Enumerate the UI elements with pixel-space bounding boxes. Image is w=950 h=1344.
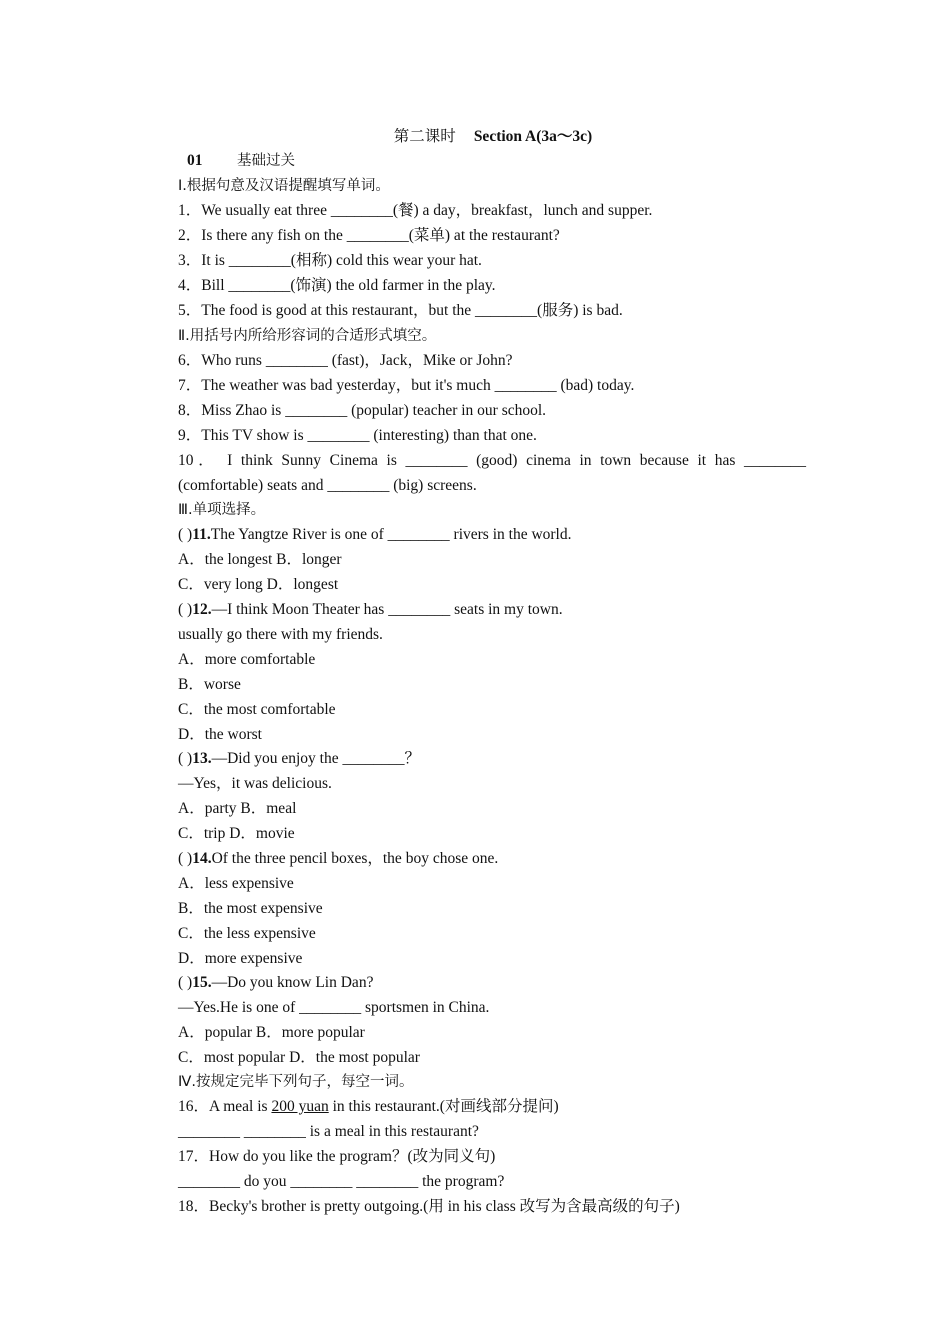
question-12-option-c: C．the most comfortable bbox=[178, 701, 336, 718]
answer-bracket: ( ) bbox=[178, 526, 193, 543]
section-header bbox=[178, 151, 806, 171]
question-16-blank-line: ________ ________ is a meal in this restaurant? bbox=[178, 1123, 479, 1140]
question-12-continued: usually go there with my friends. bbox=[178, 626, 383, 643]
question-text-a: A meal is bbox=[209, 1098, 272, 1115]
section-number: 01 bbox=[187, 152, 203, 169]
title-en: Section A(3a～3c) bbox=[473, 128, 593, 145]
question-10-line-1: 10． I think Sunny Cinema is ________ (good) cinema in town because it has ________ bbox=[178, 452, 806, 469]
question-text: Of the three pencil boxes，the boy chose one. bbox=[211, 850, 499, 867]
question-6: 6．Who runs ________ (fast)，Jack，Mike or John? bbox=[178, 352, 513, 369]
question-16 bbox=[178, 1097, 806, 1117]
question-3: 3．It is ________(相称) cold this wear your hat. bbox=[178, 252, 482, 269]
question-13 bbox=[178, 749, 806, 769]
question-12-option-b: B．worse bbox=[178, 676, 241, 693]
question-12-option-a: A．more comfortable bbox=[178, 651, 316, 668]
title-cn: 第二课时 bbox=[393, 128, 456, 145]
question-15-options-ab: A．popular B．more popular bbox=[178, 1024, 365, 1041]
question-number: 14. bbox=[192, 850, 212, 867]
question-12-option-d: D．the worst bbox=[178, 726, 262, 743]
question-2: 2．Is there any fish on the ________(菜单) at the restaurant? bbox=[178, 227, 560, 244]
underlined-phrase: 200 yuan bbox=[271, 1098, 329, 1115]
question-7: 7．The weather was bad yesterday，but it's much ________ (bad) today. bbox=[178, 377, 635, 394]
question-9: 9．This TV show is ________ (interesting) than that one. bbox=[178, 427, 537, 444]
question-11-options-cd: C．very long D．longest bbox=[178, 576, 339, 593]
part-2-heading: Ⅱ.用括号内所给形容词的合适形式填空。 bbox=[178, 328, 437, 344]
section-label: 基础过关 bbox=[237, 153, 295, 169]
question-13-options-ab: A．party B．meal bbox=[178, 800, 297, 817]
question-10-line-2: (comfortable) seats and ________ (big) screens. bbox=[178, 477, 477, 494]
question-4: 4．Bill ________(饰演) the old farmer in the play. bbox=[178, 277, 496, 294]
question-17-blank-line: ________ do you ________ ________ the program? bbox=[178, 1173, 505, 1190]
question-number: 13. bbox=[192, 750, 212, 767]
question-17: 17．How do you like the program？(改为同义句) bbox=[178, 1148, 496, 1165]
question-12 bbox=[178, 600, 806, 620]
question-11-options-ab: A．the longest B．longer bbox=[178, 551, 342, 568]
question-text-b: in this restaurant.(对画线部分提问) bbox=[328, 1098, 559, 1115]
question-18: 18．Becky's brother is pretty outgoing.(用 in his class 改写为含最高级的句子) bbox=[178, 1198, 680, 1215]
question-11 bbox=[178, 525, 806, 545]
answer-bracket: ( ) bbox=[178, 601, 193, 618]
question-text: —I think Moon Theater has ________ seats in my town. bbox=[211, 601, 563, 618]
question-14-option-d: D．more expensive bbox=[178, 950, 303, 967]
question-text: —Do you know Lin Dan? bbox=[211, 974, 374, 991]
question-text: —Did you enjoy the ________？ bbox=[211, 750, 420, 767]
answer-bracket: ( ) bbox=[178, 750, 193, 767]
question-14-option-c: C．the less expensive bbox=[178, 925, 316, 942]
question-number: 11. bbox=[192, 526, 211, 543]
question-number: 12. bbox=[192, 601, 212, 618]
question-13-options-cd: C．trip D．movie bbox=[178, 825, 295, 842]
question-14 bbox=[178, 849, 806, 869]
question-1: 1．We usually eat three ________(餐) a day，breakfast，lunch and supper. bbox=[178, 202, 653, 219]
question-15 bbox=[178, 973, 806, 993]
question-text: The Yangtze River is one of ________ rivers in the world. bbox=[210, 526, 572, 543]
page-title bbox=[0, 127, 950, 147]
question-15-options-cd: C．most popular D．the most popular bbox=[178, 1049, 420, 1066]
question-14-option-b: B．the most expensive bbox=[178, 900, 323, 917]
part-3-heading: Ⅲ.单项选择。 bbox=[178, 502, 266, 518]
part-4-heading: Ⅳ.按规定完毕下列句子，每空一词。 bbox=[178, 1074, 414, 1090]
question-number: 16． bbox=[178, 1098, 210, 1115]
question-5: 5．The food is good at this restaurant，but the ________(服务) is bad. bbox=[178, 302, 623, 319]
question-13-answer: —Yes，it was delicious. bbox=[178, 775, 332, 792]
question-15-answer: —Yes.He is one of ________ sportsmen in China. bbox=[178, 999, 490, 1016]
question-number: 15. bbox=[192, 974, 212, 991]
answer-bracket: ( ) bbox=[178, 974, 193, 991]
part-1-heading: Ⅰ.根据句意及汉语提醒填写单词。 bbox=[178, 178, 390, 194]
question-14-option-a: A．less expensive bbox=[178, 875, 294, 892]
answer-bracket: ( ) bbox=[178, 850, 193, 867]
question-8: 8．Miss Zhao is ________ (popular) teacher in our school. bbox=[178, 402, 547, 419]
